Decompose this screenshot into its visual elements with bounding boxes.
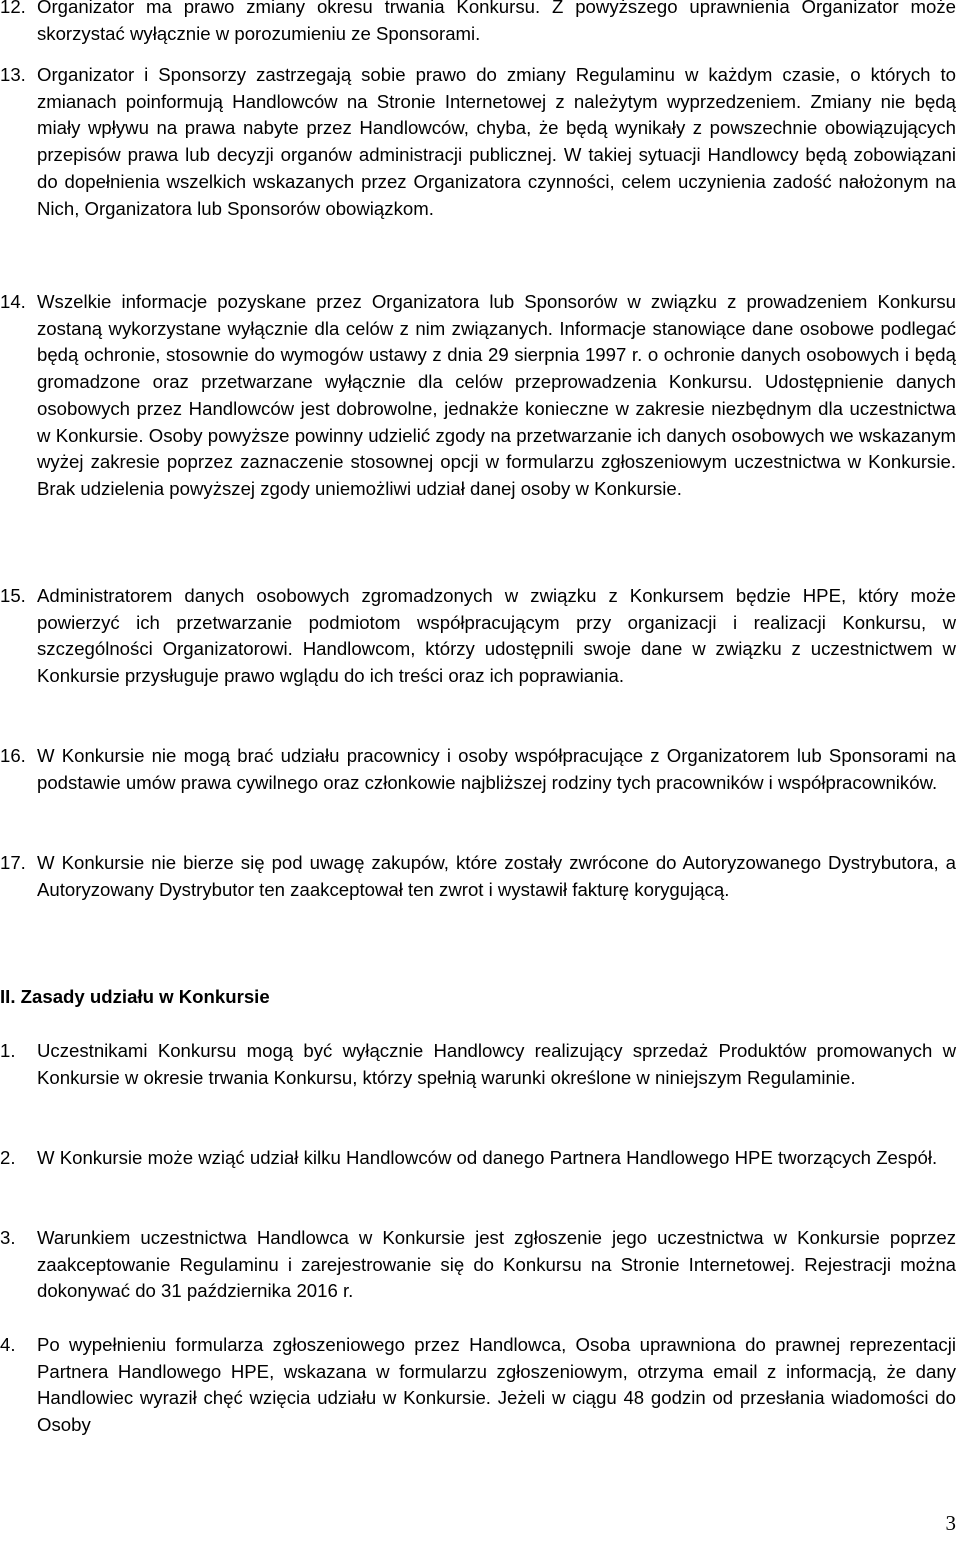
item-text: W Konkursie nie mogą brać udziału pracownicy i osoby współpracujące z Organizatorem lub Sponsorami na podstawie umów prawa cywilnego oraz członkowie najbliższej rodziny tych pracowników i współpracowników. xyxy=(37,745,956,793)
item-text: W Konkursie może wziąć udział kilku Handlowców od danego Partnera Handlowego HPE tworzących Zespół. xyxy=(37,1147,938,1168)
item-number: 1. xyxy=(0,1040,16,1061)
item-number: 2. xyxy=(0,1147,16,1168)
list-item-13 xyxy=(0,62,960,222)
item-number: 3. xyxy=(0,1227,16,1248)
list-item-1 xyxy=(0,1038,960,1091)
item-number: 12. xyxy=(0,0,26,17)
list-item-4 xyxy=(0,1332,960,1439)
list-item-17 xyxy=(0,850,960,903)
item-text: Uczestnikami Konkursu mogą być wyłącznie Handlowcy realizujący sprzedaż Produktów promowanych w Konkursie w okresie trwania Konkursu, którzy spełnią warunki określone w niniejszym Regulaminie. xyxy=(37,1040,956,1088)
item-text: Wszelkie informacje pozyskane przez Organizatora lub Sponsorów w związku z prowadzeniem Konkursu zostaną wykorzystane wyłącznie dla celów z nim związanych. Informacje stanowiące dane osobowe podlegać będą ochronie, stosownie do wymogów ustawy z dnia 29 sierpnia 1997 r. o ochronie danych osobowych i będą gromadzone oraz przetwarzane wyłącznie dla celów przeprowadzenia Konkursu. Udostępnienie danych osobowych przez Handlowców jest dobrowolne, jednakże konieczne w zakresie niezbędnym dla uczestnictwa w Konkursie. Osoby powyższe powinny udzielić zgody na przetwarzanie ich danych osobowych we wskazanym wyżej zakresie poprzez zaznaczenie stosownej opcji w formularzu zgłoszeniowym uczestnictwa w Konkursie. Brak udzielenia powyższej zgody uniemożliwi udział danej osoby w Konkursie. xyxy=(37,291,956,499)
item-text: Organizator ma prawo zmiany okresu trwania Konkursu. Z powyższego uprawnienia Organizator może skorzystać wyłącznie w porozumieniu ze Sponsorami. xyxy=(37,0,956,44)
list-item-16 xyxy=(0,743,960,796)
item-number: 14. xyxy=(0,291,26,312)
list-item-2 xyxy=(0,1145,960,1172)
item-text: Organizator i Sponsorzy zastrzegają sobie prawo do zmiany Regulaminu w każdym czasie, o których to zmianach poinformują Handlowców na Stronie Internetowej z należytym wyprzedzeniem. Zmiany nie będą miały wpływu na prawa nabyte przez Handlowców, chyba, że będą wynikały z powszechnie obowiązujących przepisów prawa lub decyzji organów administracji publicznej. W takiej sytuacji Handlowcy będą zobowiązani do dopełnienia wszelkich wskazanych przez Organizatora czynności, celem uczynienia zadość nałożonym na Nich, Organizatora lub Sponsorów obowiązkom. xyxy=(37,64,956,219)
item-number: 17. xyxy=(0,852,26,873)
list-item-3 xyxy=(0,1225,960,1305)
page-number: 3 xyxy=(945,1511,956,1535)
list-item-12 xyxy=(0,0,960,47)
list-item-15 xyxy=(0,583,960,690)
item-text: Po wypełnieniu formularza zgłoszeniowego przez Handlowca, Osoba uprawniona do prawnej reprezentacji Partnera Handlowego HPE, wskazana w formularzu zgłoszeniowym, otrzyma email z informacją, że dany Handlowiec wyraził chęć wzięcia udziału w Konkursie. Jeżeli w ciągu 48 godzin od przesłania wiadomości do Osoby xyxy=(37,1334,956,1436)
list-item-14 xyxy=(0,289,960,503)
item-number: 16. xyxy=(0,745,26,766)
item-number: 13. xyxy=(0,64,26,85)
item-number: 4. xyxy=(0,1334,16,1355)
item-text: Warunkiem uczestnictwa Handlowca w Konkursie jest zgłoszenie jego uczestnictwa w Konkursie poprzez zaakceptowanie Regulaminu i zarejestrowanie się do Konkursu na Stronie Internetowej. Rejestracji można dokonywać do 31 października 2016 r. xyxy=(37,1227,956,1302)
section-heading: II. Zasady udziału w Konkursie xyxy=(0,986,270,1007)
item-number: 15. xyxy=(0,585,26,606)
item-text: W Konkursie nie bierze się pod uwagę zakupów, które zostały zwrócone do Autoryzowanego Dystrybutora, a Autoryzowany Dystrybutor ten zaakceptował ten zwrot i wystawił fakturę korygującą. xyxy=(37,852,956,900)
item-text: Administratorem danych osobowych zgromadzonych w związku z Konkursem będzie HPE, który może powierzyć ich przetwarzanie podmiotom współpracującym przy organizacji i realizacji Konkursu, w szczególności Organizatorowi. Handlowcom, którzy udostępnili swoje dane w związku z uczestnictwem w Konkursie przysługuje prawo wglądu do ich treści oraz ich poprawiania. xyxy=(37,585,956,687)
